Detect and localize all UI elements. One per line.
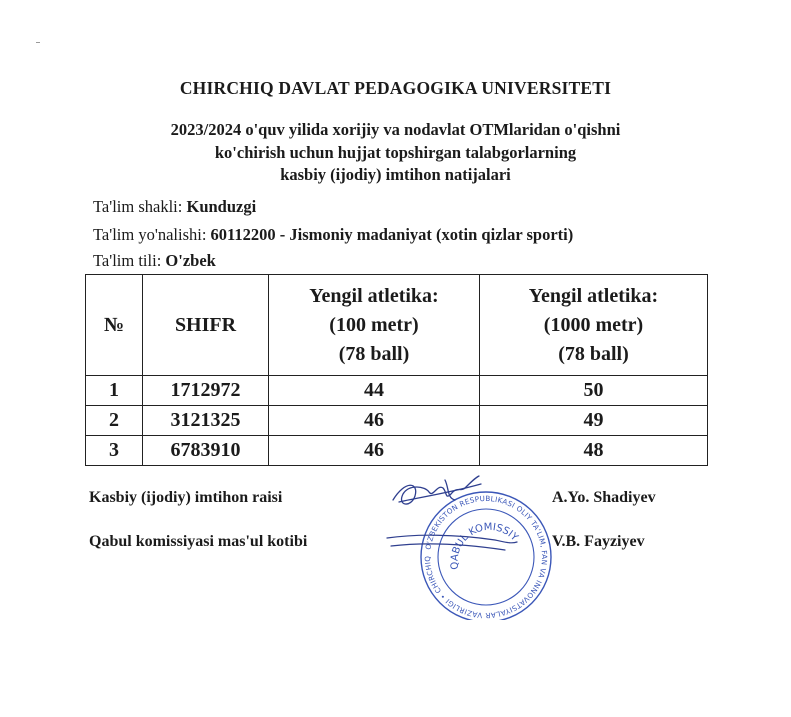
meta-study-form — [93, 197, 256, 217]
stamp-graphic — [385, 470, 560, 620]
cell-number: 2 — [86, 406, 143, 436]
cell-score-1000m: 49 — [480, 406, 708, 436]
signature-name-chair: A.Yo. Shadiyev — [552, 489, 656, 506]
university-title: CHIRCHIQ DAVLAT PEDAGOGIKA UNIVERSITETI — [179, 78, 612, 98]
meta-value: Kunduzgi — [186, 197, 257, 216]
cell-shifr: 1712972 — [143, 376, 269, 406]
subtitle-line: kasbiy (ijodiy) imtihon natijalari — [280, 165, 511, 184]
handwritten-signature-secretary — [387, 535, 517, 550]
cell-shifr: 6783910 — [143, 436, 269, 466]
header-athletics-100m — [269, 275, 480, 376]
meta-study-direction — [93, 225, 573, 245]
subtitle-line: 2023/2024 o'quv yilida xorijiy va nodavlat OTMlaridan o'qishni — [170, 120, 621, 139]
results-table — [85, 274, 708, 466]
official-stamp — [385, 470, 560, 620]
stamp-outer-text: O'ZBEKISTON RESPUBLIKASI OLIY TA'LIM, FAN VA INNOVATSIYALAR VAZIRLIGI • CHIRCHIQ — [422, 493, 550, 620]
meta-value: O'zbek — [165, 251, 216, 270]
meta-value: 60112200 - Jismoniy madaniyat (xotin qizlar sporti) — [210, 225, 574, 244]
header-line: (100 metr) — [329, 313, 419, 336]
stamp-inner-text: QABUL KOMISSIYASI — [449, 521, 520, 571]
meta-study-language — [93, 251, 216, 271]
stamp-seal — [421, 492, 551, 620]
signature-role-secretary: Qabul komissiyasi mas'ul kotibi — [89, 533, 308, 550]
meta-label: Ta'lim yo'nalishi: — [93, 225, 211, 244]
cell-score-100m: 44 — [269, 376, 480, 406]
header-shifr: SHIFR — [143, 275, 269, 376]
signature-role-chair: Kasbiy (ijodiy) imtihon raisi — [89, 489, 283, 506]
cell-score-100m: 46 — [269, 406, 480, 436]
subtitle-line: ko'chirish uchun hujjat topshirgan talabgorlarning — [214, 142, 577, 162]
header-athletics-1000m — [480, 275, 708, 376]
table-row — [86, 436, 708, 466]
table-row — [86, 406, 708, 436]
header-line: (1000 metr) — [543, 313, 644, 336]
header-line: Yengil atletika: — [528, 284, 659, 307]
header-line: (78 ball) — [338, 342, 410, 365]
meta-label: Ta'lim shakli: — [93, 197, 187, 216]
cell-shifr: 3121325 — [143, 406, 269, 436]
cell-score-100m: 46 — [269, 436, 480, 466]
header-line: (78 ball) — [558, 342, 629, 365]
document-subtitle — [0, 119, 791, 187]
cell-score-1000m: 48 — [480, 436, 708, 466]
table-header-row — [86, 275, 708, 376]
cell-number: 3 — [86, 436, 143, 466]
meta-label: Ta'lim tili: — [93, 251, 166, 270]
cell-score-1000m: 50 — [480, 376, 708, 406]
header-number: № — [86, 275, 143, 376]
scan-speck — [36, 42, 40, 43]
table-row — [86, 376, 708, 406]
header-line: Yengil atletika: — [309, 284, 439, 307]
cell-number: 1 — [86, 376, 143, 406]
signature-name-secretary: V.B. Fayziyev — [552, 533, 645, 550]
